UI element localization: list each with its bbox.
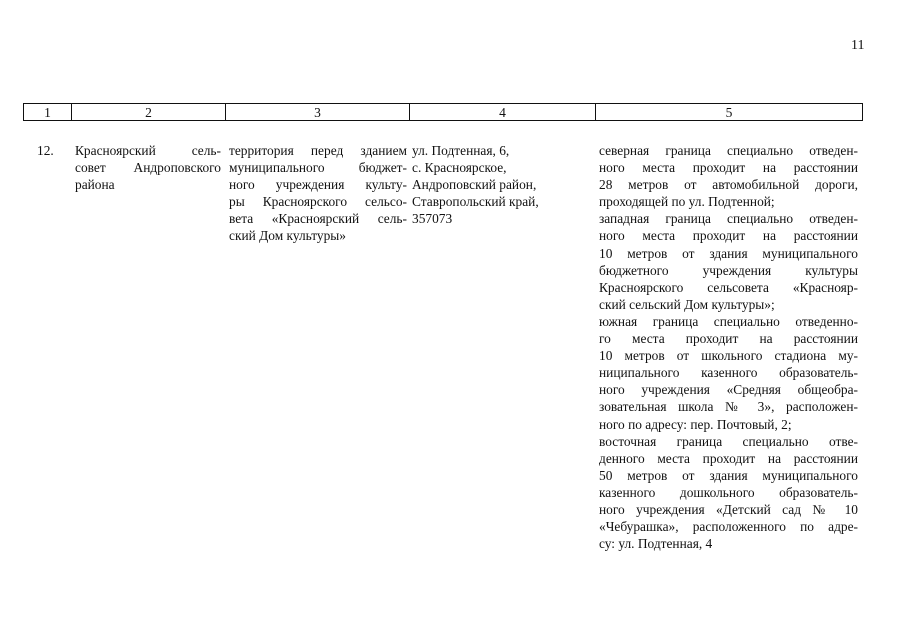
address-line: Андроповский район, bbox=[412, 177, 537, 193]
boundary-line: го места проходит на расстоянии bbox=[599, 331, 858, 347]
territory-line: территория перед зданием bbox=[229, 143, 407, 158]
boundary-line: ного по адресу: пер. Почтовый, 2; bbox=[599, 416, 792, 432]
municipality-name bbox=[75, 142, 221, 193]
column-header-4: 4 bbox=[410, 104, 596, 121]
territory-line: ский Дом культуры» bbox=[229, 228, 346, 244]
row-number bbox=[37, 142, 71, 159]
municipality-name-line: совет Андроповского bbox=[75, 160, 221, 176]
boundary-line: северная граница специально отведен- bbox=[599, 143, 858, 158]
boundary-line: ного учреждения «Средняя общеобра- bbox=[599, 382, 858, 398]
column-header-1: 1 bbox=[24, 104, 72, 121]
territory-line: муниципального бюджет- bbox=[229, 160, 407, 176]
address-line: с. Красноярское, bbox=[412, 160, 507, 176]
column-header-2: 2 bbox=[72, 104, 226, 121]
address-line: 357073 bbox=[412, 211, 453, 227]
boundary-line: Красноярского сельсовета «Краснояр- bbox=[599, 279, 858, 295]
territory-line: ного учреждения культу- bbox=[229, 177, 407, 193]
address-line: ул. Подтенная, 6, bbox=[412, 143, 510, 158]
boundary-line: бюджетного учреждения культуры bbox=[599, 262, 858, 278]
municipality-name-line: района bbox=[75, 177, 115, 193]
column-header-5: 5 bbox=[596, 104, 863, 121]
column-header-table bbox=[23, 103, 863, 121]
boundary-line: 10 метров от здания муниципального bbox=[599, 245, 858, 261]
boundary-line: ниципального казенного образователь- bbox=[599, 365, 858, 381]
territory-line: вета «Красноярский сель- bbox=[229, 211, 407, 227]
boundary-line: южная граница специально отведенно- bbox=[599, 313, 858, 329]
boundary-line: ский сельский Дом культуры»; bbox=[599, 296, 775, 312]
boundary-line: денного места проходит на расстоянии bbox=[599, 450, 858, 466]
address bbox=[412, 142, 580, 227]
boundary-line: 10 метров от школьного стадиона му- bbox=[599, 348, 858, 364]
boundary-line: «Чебурашка», расположенного по адре- bbox=[599, 519, 858, 535]
boundary-line: ного учреждения «Детский сад № 10 bbox=[599, 501, 858, 517]
boundary-description bbox=[599, 142, 858, 552]
territory-description bbox=[229, 142, 407, 245]
column-header-row bbox=[24, 104, 863, 121]
column-header-3: 3 bbox=[226, 104, 410, 121]
address-line: Ставропольский край, bbox=[412, 194, 539, 210]
boundary-line: ного места проходит на расстоянии bbox=[599, 228, 858, 244]
boundary-line: казенного дошкольного образователь- bbox=[599, 484, 858, 500]
territory-line: ры Красноярского сельсо- bbox=[229, 194, 407, 210]
boundary-line: су: ул. Подтенная, 4 bbox=[599, 536, 713, 552]
boundary-line: ного места проходит на расстоянии bbox=[599, 160, 858, 176]
municipality-name-line: Красноярский сель- bbox=[75, 143, 221, 158]
page-number: 11 bbox=[851, 38, 865, 53]
boundary-line: проходящей по ул. Подтенной; bbox=[599, 194, 775, 210]
boundary-line: 50 метров от здания муниципального bbox=[599, 467, 858, 483]
boundary-line: 28 метров от автомобильной дороги, bbox=[599, 177, 858, 193]
boundary-line: восточная граница специально отве- bbox=[599, 433, 858, 449]
boundary-line: зовательная школа № 3», расположен- bbox=[599, 399, 858, 415]
row-number-text: 12. bbox=[37, 143, 54, 158]
boundary-line: западная граница специально отведен- bbox=[599, 211, 858, 227]
